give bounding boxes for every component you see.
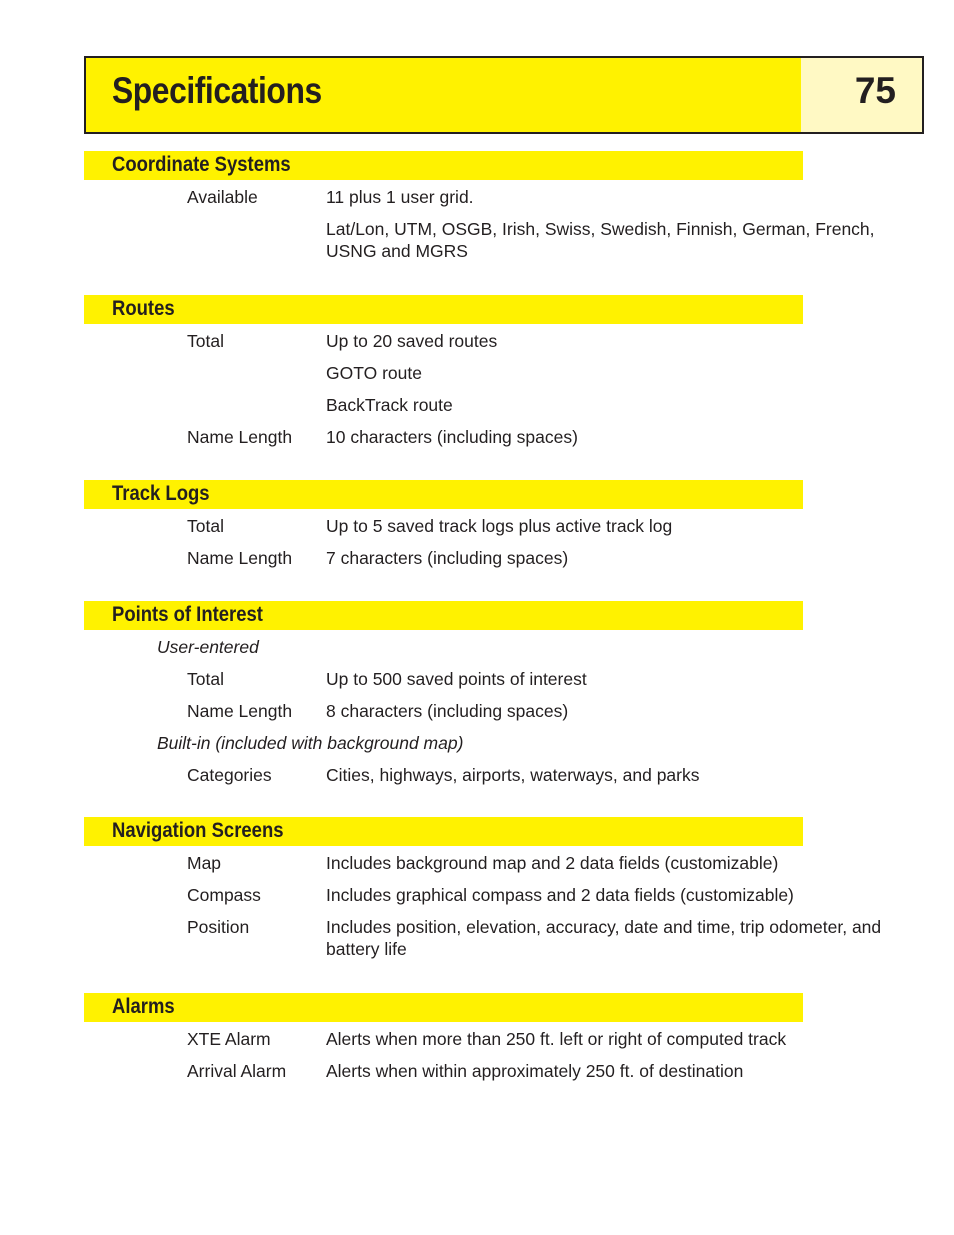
page-header [84,56,924,134]
page-number: 75 [854,70,896,111]
spec-value: Lat/Lon, UTM, OSGB, Irish, Swiss, Swedish, Finnish, German, French, USNG and MGRS [326,219,875,261]
spec-label: Name Length [187,548,293,568]
spec-value: Includes background map and 2 data fields (customizable) [326,853,779,873]
spec-row [84,764,944,786]
spec-row [84,426,944,448]
section-track-logs [84,480,944,569]
spec-row [84,1028,944,1050]
spec-value: Up to 5 saved track logs plus active track log [326,516,673,536]
section-title: Alarms [112,995,175,1018]
subheading: Built-in (included with background map) [157,733,464,753]
section-title: Navigation Screens [112,819,284,842]
spec-row [84,700,944,722]
spec-value: Alerts when within approximately 250 ft. of destination [326,1061,744,1081]
spec-row [84,362,944,384]
section-points-of-interest [84,601,944,786]
spec-value: GOTO route [326,363,422,383]
header-page-area [801,58,922,132]
spec-value: Cities, highways, airports, waterways, and parks [326,765,700,785]
section-bar [84,151,803,180]
spec-value: Up to 20 saved routes [326,331,498,351]
spec-value: 11 plus 1 user grid. [326,187,474,207]
spec-row [84,394,944,416]
spec-row [84,547,944,569]
spec-row [84,884,944,906]
spec-label: Name Length [187,427,293,447]
spec-label: Available [187,187,258,207]
section-bar [84,295,803,324]
spec-value: 7 characters (including spaces) [326,548,569,568]
spec-row [84,916,944,960]
spec-value: Includes position, elevation, accuracy, date and time, trip odometer, and battery life [326,917,882,959]
spec-row [84,330,944,352]
spec-value: 8 characters (including spaces) [326,701,569,721]
page-title: Specifications [112,70,322,111]
spec-row [84,668,944,690]
section-navigation-screens [84,817,944,960]
spec-label: Total [187,331,224,351]
section-alarms [84,993,944,1082]
header-title-area [86,58,801,132]
spec-row [84,186,944,208]
spec-value: Up to 500 saved points of interest [326,669,587,689]
spec-label: Map [187,853,222,873]
spec-label: Total [187,516,224,536]
section-title: Routes [112,297,175,320]
spec-label: Categories [187,765,272,785]
section-bar [84,993,803,1022]
spec-label: Name Length [187,701,293,721]
spec-label: XTE Alarm [187,1029,271,1049]
section-title: Track Logs [112,482,210,505]
subheading: User-entered [157,637,259,657]
spec-row [84,218,944,262]
section-bar [84,601,803,630]
section-routes [84,295,944,448]
spec-value: BackTrack route [326,395,453,415]
spec-label: Arrival Alarm [187,1061,287,1081]
spec-row [84,1060,944,1082]
spec-value: Includes graphical compass and 2 data fields (customizable) [326,885,794,905]
spec-label: Compass [187,885,261,905]
section-bar [84,480,803,509]
section-title: Coordinate Systems [112,153,291,176]
spec-value: Alerts when more than 250 ft. left or right of computed track [326,1029,787,1049]
section-title: Points of Interest [112,603,263,626]
spec-row [84,515,944,537]
spec-row [84,852,944,874]
section-coordinate-systems [84,151,944,262]
spec-value: 10 characters (including spaces) [326,427,578,447]
section-bar [84,817,803,846]
spec-label: Total [187,669,224,689]
spec-label: Position [187,917,250,937]
